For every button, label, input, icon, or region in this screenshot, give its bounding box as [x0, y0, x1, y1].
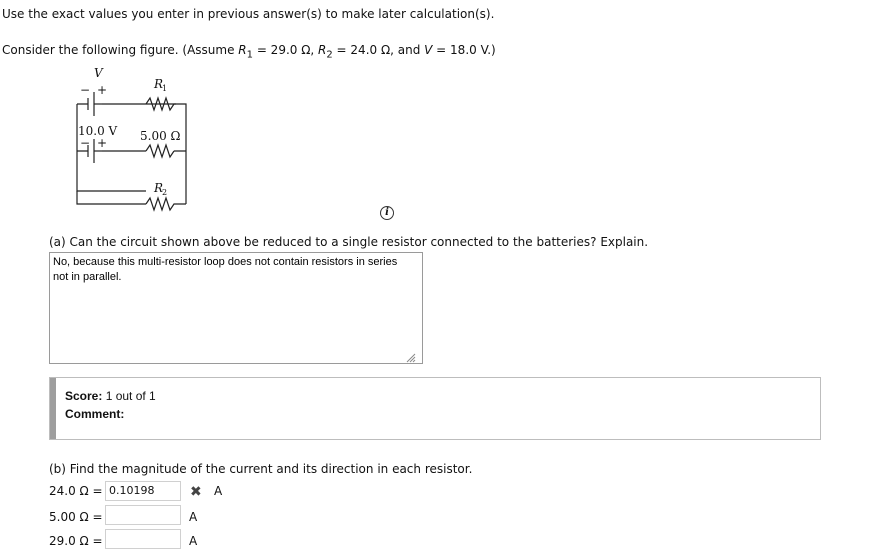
incorrect-x-icon: ✖ — [190, 484, 202, 500]
answer-input-29ohm[interactable] — [105, 529, 181, 549]
battery-v-minus: − — [80, 83, 91, 97]
answer-input-5ohm[interactable] — [105, 505, 181, 525]
unit-5ohm: A — [189, 510, 198, 524]
info-icon[interactable]: i — [380, 206, 394, 220]
r2-subscript: 2 — [326, 49, 333, 61]
r1-value: = 29.0 Ω, — [253, 43, 319, 57]
resize-grip-icon[interactable] — [405, 352, 416, 363]
v-value: = 18.0 V.) — [432, 43, 496, 57]
comment-label: Comment: — [65, 407, 125, 421]
top-branch-wire — [77, 104, 176, 191]
battery-10v-label: 10.0 V — [78, 124, 118, 138]
v-symbol: V — [424, 43, 433, 57]
r1-symbol: R — [238, 43, 247, 57]
score-accent-bar — [50, 378, 56, 439]
resistor-r2 — [146, 198, 186, 210]
row-label-5ohm: 5.00 Ω = — [49, 510, 103, 524]
score-label: Score: — [65, 389, 103, 403]
part-a-answer-textarea[interactable]: No, because this multi-resistor loop does not contain resistors in series not in parallel. — [49, 252, 423, 364]
problem-statement — [2, 43, 496, 60]
resistor-5ohm — [146, 145, 174, 157]
middle-resistor-label: 5.00 Ω — [140, 129, 181, 143]
r1-label: R — [154, 77, 164, 91]
battery-v-plus: + — [97, 83, 108, 97]
battery-10v-plus: + — [97, 136, 108, 150]
battery-10v-minus: − — [80, 136, 91, 150]
score-line — [65, 389, 156, 403]
row-label-24ohm: 24.0 Ω = — [49, 484, 103, 498]
unit-24ohm: A — [214, 484, 223, 498]
score-panel — [49, 377, 821, 440]
circuit-diagram — [58, 64, 198, 214]
battery-v-label: V — [94, 66, 103, 80]
r2-label: R — [154, 181, 164, 195]
consider-prefix: Consider the following figure. (Assume — [2, 43, 239, 57]
r1-label-sub: 1 — [162, 84, 168, 93]
r2-symbol: R — [318, 43, 327, 57]
part-a-question: (a) Can the circuit shown above be reduced to a single resistor connected to the batteries? Explain. — [49, 235, 649, 249]
unit-29ohm: A — [189, 534, 198, 548]
r2-value: = 24.0 Ω, and — [332, 43, 425, 57]
answer-input-24ohm[interactable]: 0.10198 — [105, 481, 181, 501]
r1-subscript: 1 — [246, 49, 253, 61]
part-b-question: (b) Find the magnitude of the current and its direction in each resistor. — [49, 462, 473, 476]
instruction-text: Use the exact values you enter in previous answer(s) to make later calculation(s). — [2, 7, 495, 21]
right-wire — [77, 104, 186, 204]
row-label-29ohm: 29.0 Ω = — [49, 534, 103, 548]
r2-label-sub: 2 — [162, 188, 168, 197]
score-value: 1 out of 1 — [102, 389, 156, 403]
